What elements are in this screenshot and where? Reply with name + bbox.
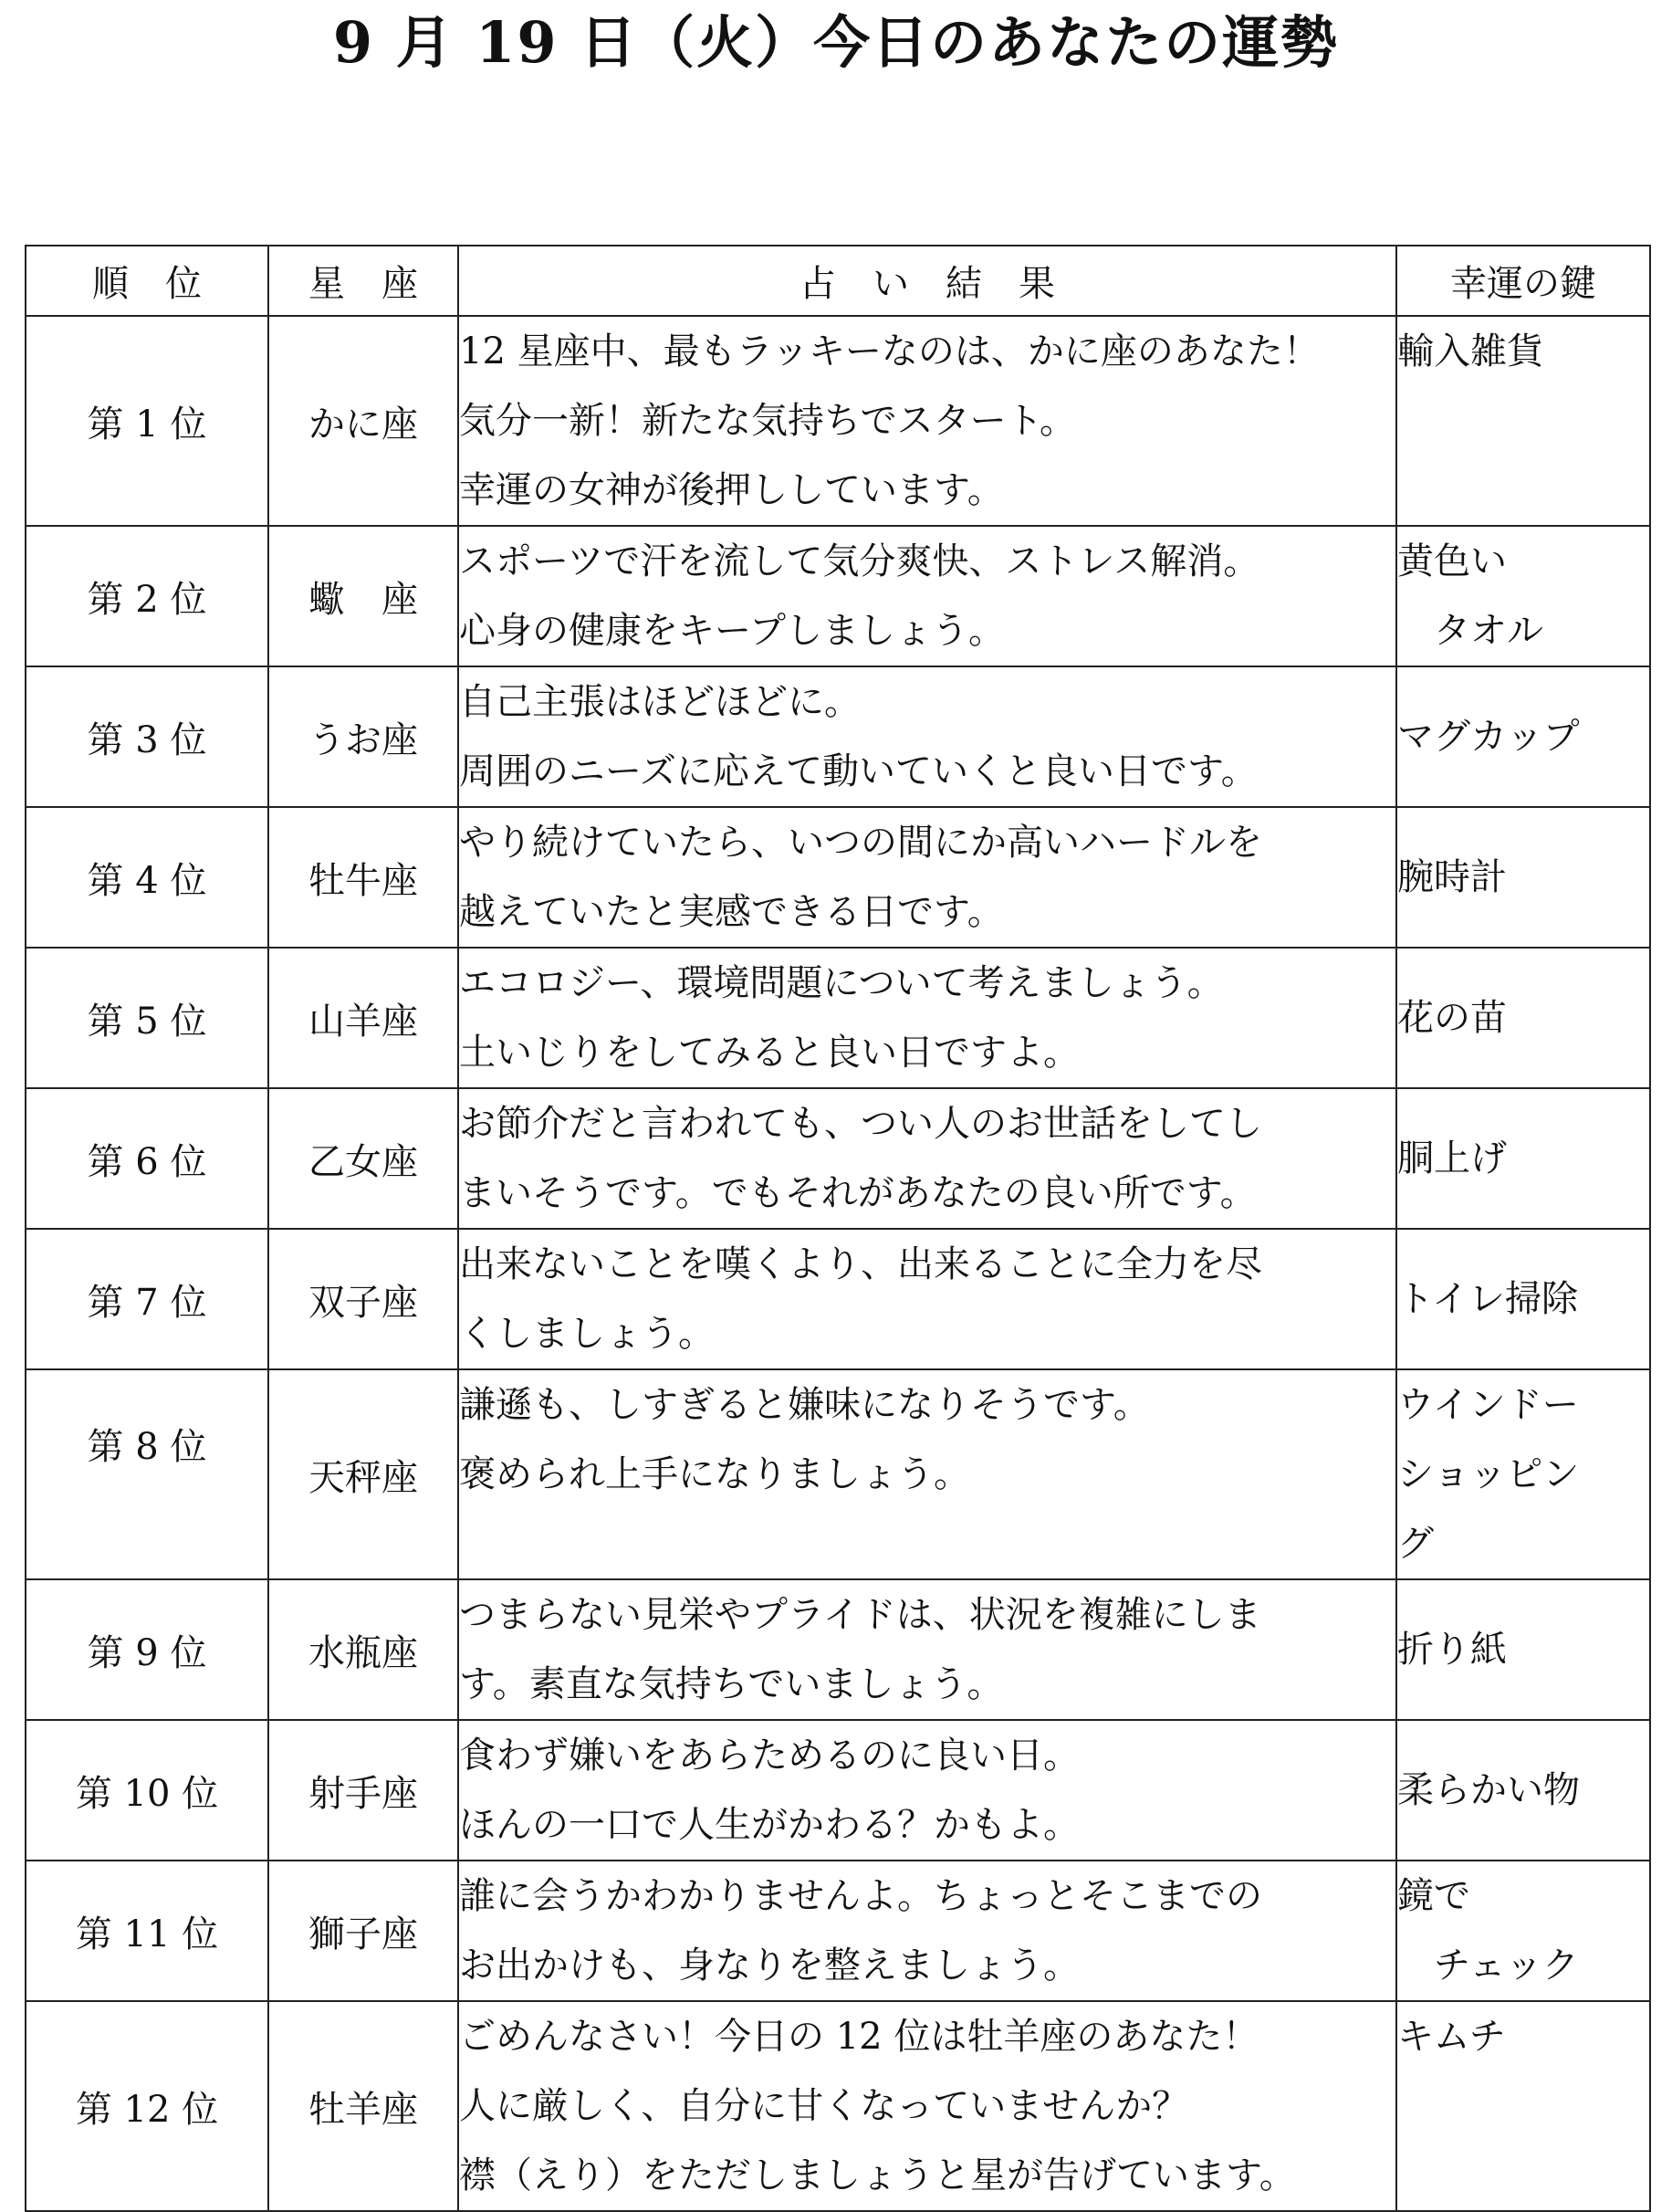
key-cell: 腕時計 <box>1396 807 1650 948</box>
key-cell: 胴上げ <box>1396 1088 1650 1229</box>
key-cell: 黄色い タオル <box>1396 526 1650 666</box>
table-row <box>26 1579 1650 1720</box>
sign-cell: 牡牛座 <box>268 807 458 948</box>
table-row <box>26 1861 1650 2001</box>
result-cell: やり続けていたら、いつの間にか高いハードルを 越えていたと実感できる日です。 <box>458 807 1396 948</box>
rank-cell: 第 3 位 <box>26 666 268 807</box>
result-cell: 誰に会うかわかりませんよ。ちょっとそこまでの お出かけも、身なりを整えましょう。 <box>458 1861 1396 2001</box>
result-cell: 出来ないことを嘆くより、出来ることに全力を尽 くしましょう。 <box>458 1229 1396 1369</box>
table-row <box>26 1229 1650 1369</box>
sign-cell: 天秤座 <box>268 1369 458 1579</box>
table-row <box>26 948 1650 1088</box>
sign-cell: 蠍 座 <box>268 526 458 666</box>
sign-cell: 乙女座 <box>268 1088 458 1229</box>
sign-cell: うお座 <box>268 666 458 807</box>
result-cell: お節介だと言われても、つい人のお世話をしてし まいそうです。でもそれがあなたの良い所です。 <box>458 1088 1396 1229</box>
rank-cell: 第 9 位 <box>26 1579 268 1720</box>
header-result: 占 い 結 果 <box>458 246 1396 316</box>
result-cell: エコロジー、環境問題について考えましょう。 土いじりをしてみると良い日ですよ。 <box>458 948 1396 1088</box>
table-row <box>26 1088 1650 1229</box>
result-cell: 12 星座中、最もラッキーなのは、かに座のあなた！ 気分一新！新たな気持ちでスタート。 幸運の女神が後押ししています。 <box>458 316 1396 526</box>
key-cell: 柔らかい物 <box>1396 1720 1650 1861</box>
sign-cell: 牡羊座 <box>268 2001 458 2211</box>
rank-cell: 第 4 位 <box>26 807 268 948</box>
table-row <box>26 1720 1650 1861</box>
result-cell: 食わず嫌いをあらためるのに良い日。 ほんの一口で人生がかわる？かもよ。 <box>458 1720 1396 1861</box>
table-row <box>26 1369 1650 1579</box>
key-cell: 輸入雑貨 <box>1396 316 1650 526</box>
rank-cell: 第 5 位 <box>26 948 268 1088</box>
result-cell: 謙遜も、しすぎると嫌味になりそうです。 褒められ上手になりましょう。 <box>458 1369 1396 1579</box>
table-header-row <box>26 246 1650 316</box>
sign-cell: 水瓶座 <box>268 1579 458 1720</box>
sign-cell: 双子座 <box>268 1229 458 1369</box>
rank-cell: 第 12 位 <box>26 2001 268 2211</box>
page-title: 9 月 19 日（火）今日のあなたの運勢 <box>332 9 1340 76</box>
result-cell: スポーツで汗を流して気分爽快、ストレス解消。 心身の健康をキープしましょう。 <box>458 526 1396 666</box>
key-cell: キムチ <box>1396 2001 1650 2211</box>
table-row <box>26 807 1650 948</box>
sign-cell: かに座 <box>268 316 458 526</box>
header-rank: 順 位 <box>26 246 268 316</box>
rank-cell: 第 11 位 <box>26 1861 268 2001</box>
sign-cell: 獅子座 <box>268 1861 458 2001</box>
fortune-table <box>25 245 1651 2212</box>
table-row <box>26 316 1650 526</box>
table-row <box>26 526 1650 666</box>
rank-label: 第 8 位 <box>87 1425 207 1468</box>
result-cell: 自己主張はほどほどに。 周囲のニーズに応えて動いていくと良い日です。 <box>458 666 1396 807</box>
rank-cell: 第 10 位 <box>26 1720 268 1861</box>
rank-cell: 第 2 位 <box>26 526 268 666</box>
key-cell: トイレ掃除 <box>1396 1229 1650 1369</box>
table-row <box>26 2001 1650 2211</box>
result-cell: つまらない見栄やプライドは、状況を複雑にしま す。素直な気持ちでいましょう。 <box>458 1579 1396 1720</box>
key-cell: 鏡で チェック <box>1396 1861 1650 2001</box>
rank-cell: 第 6 位 <box>26 1088 268 1229</box>
key-cell: マグカップ <box>1396 666 1650 807</box>
sign-cell: 山羊座 <box>268 948 458 1088</box>
table-row <box>26 666 1650 807</box>
header-sign: 星 座 <box>268 246 458 316</box>
header-key: 幸運の鍵 <box>1396 246 1650 316</box>
result-cell: ごめんなさい！今日の 12 位は牡羊座のあなた！ 人に厳しく、自分に甘くなっていませんか？ 襟（えり）をただしましょうと星が告げています。 <box>458 2001 1396 2211</box>
sign-cell: 射手座 <box>268 1720 458 1861</box>
rank-cell: 第 1 位 <box>26 316 268 526</box>
rank-cell: 第 7 位 <box>26 1229 268 1369</box>
key-cell: 花の苗 <box>1396 948 1650 1088</box>
rank-cell <box>26 1369 268 1579</box>
key-cell: ウインドー ショッピン グ <box>1396 1369 1650 1579</box>
key-cell: 折り紙 <box>1396 1579 1650 1720</box>
